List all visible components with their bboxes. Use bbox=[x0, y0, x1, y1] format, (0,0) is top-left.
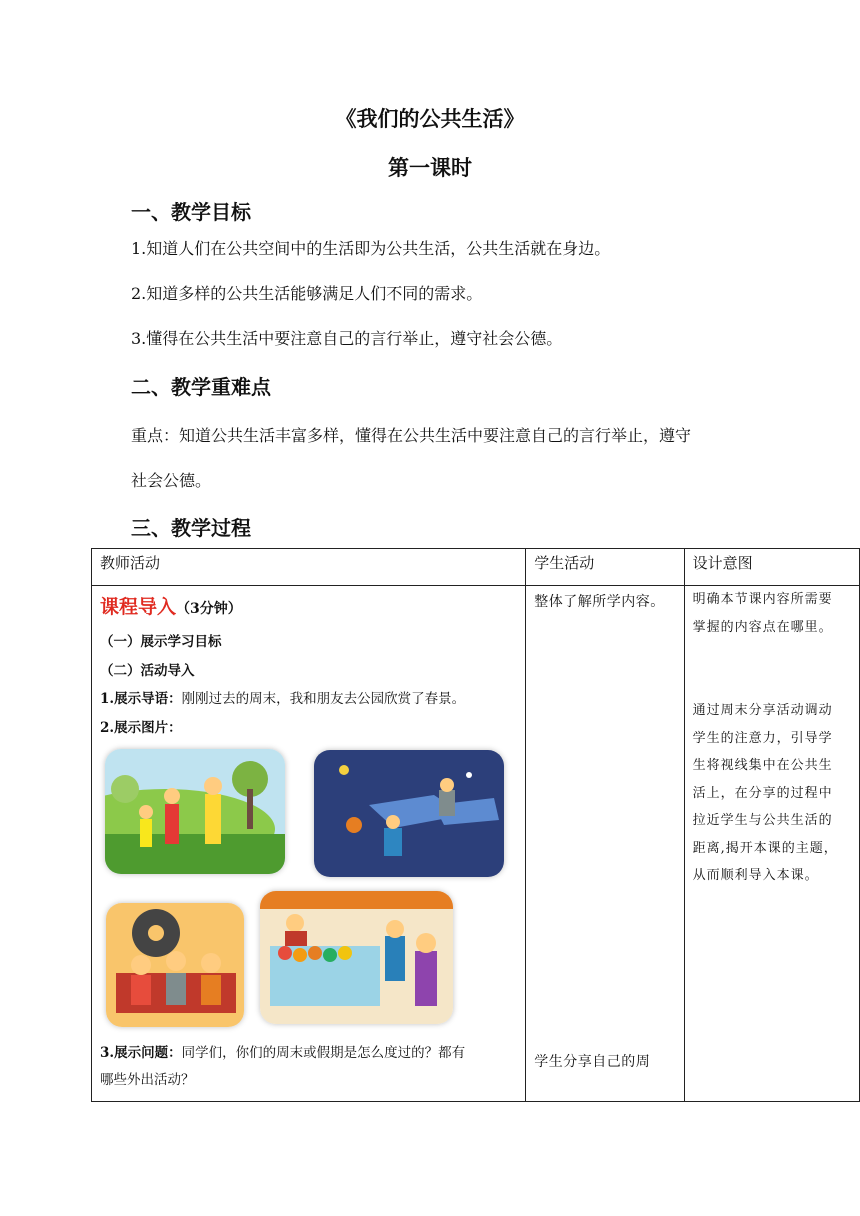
sub-heading: （一）展示学习目标 bbox=[100, 634, 222, 650]
section-title: 课程导入（3分钟） bbox=[100, 596, 242, 618]
process-table bbox=[91, 548, 860, 1102]
teacher-activity-cell bbox=[92, 586, 525, 1101]
objective-item: 1.知道人们在公共空间中的生活即为公共生活，公共生活就在身边。 bbox=[131, 239, 611, 258]
table-tennis-picture bbox=[314, 750, 504, 877]
design-intent-cell bbox=[685, 586, 859, 1101]
student-text: 整体了解所学内容。 bbox=[534, 594, 665, 610]
design-text-2: 通过周末分享活动调动 学生的注意力，引导学 生将视线集中在公共生 活上，在分享的过程中 拉近学生与公共生活的 距离,揭开本课的主题， 从而顺利导入本课。 bbox=[692, 703, 838, 883]
market-picture bbox=[260, 891, 453, 1024]
document-subtitle: 第一课时 bbox=[388, 155, 472, 180]
student-text: 学生分享自己的周 bbox=[534, 1054, 651, 1070]
document-title: 《我们的公共生活》 bbox=[335, 106, 525, 131]
step-1: 1.展示导语：刚刚过去的周末，我和朋友去公园欣赏了春景。 bbox=[100, 691, 466, 707]
sub-heading: （二）活动导入 bbox=[100, 663, 195, 679]
step-3: 3.展示问题：同学们，你们的周末或假期是怎么度过的？都有 bbox=[100, 1045, 466, 1061]
header-student: 学生活动 bbox=[526, 549, 684, 586]
heading-process: 三、教学过程 bbox=[131, 516, 251, 540]
objective-item: 3.懂得在公共生活中要注意自己的言行举止，遵守社会公德。 bbox=[131, 329, 563, 348]
cinema-picture bbox=[106, 903, 244, 1027]
header-teacher: 教师活动 bbox=[92, 549, 526, 586]
step-2: 2.展示图片： bbox=[100, 720, 182, 736]
design-text-1: 明确本节课内容所需要 掌握的内容点在哪里。 bbox=[692, 592, 833, 635]
step-3-cont: 哪些外出活动？ bbox=[100, 1072, 195, 1088]
student-activity-cell bbox=[526, 586, 683, 1101]
key-points-line: 重点：知道公共生活丰富多样，懂得在公共生活中要注意自己的言行举止，遵守 bbox=[131, 426, 692, 445]
park-picture bbox=[105, 749, 285, 874]
header-design: 设计意图 bbox=[684, 549, 859, 586]
heading-objectives: 一、教学目标 bbox=[131, 200, 251, 224]
key-points-line: 社会公德。 bbox=[131, 471, 212, 490]
objective-item: 2.知道多样的公共生活能够满足人们不同的需求。 bbox=[131, 284, 483, 303]
heading-key-points: 二、教学重难点 bbox=[131, 375, 271, 399]
